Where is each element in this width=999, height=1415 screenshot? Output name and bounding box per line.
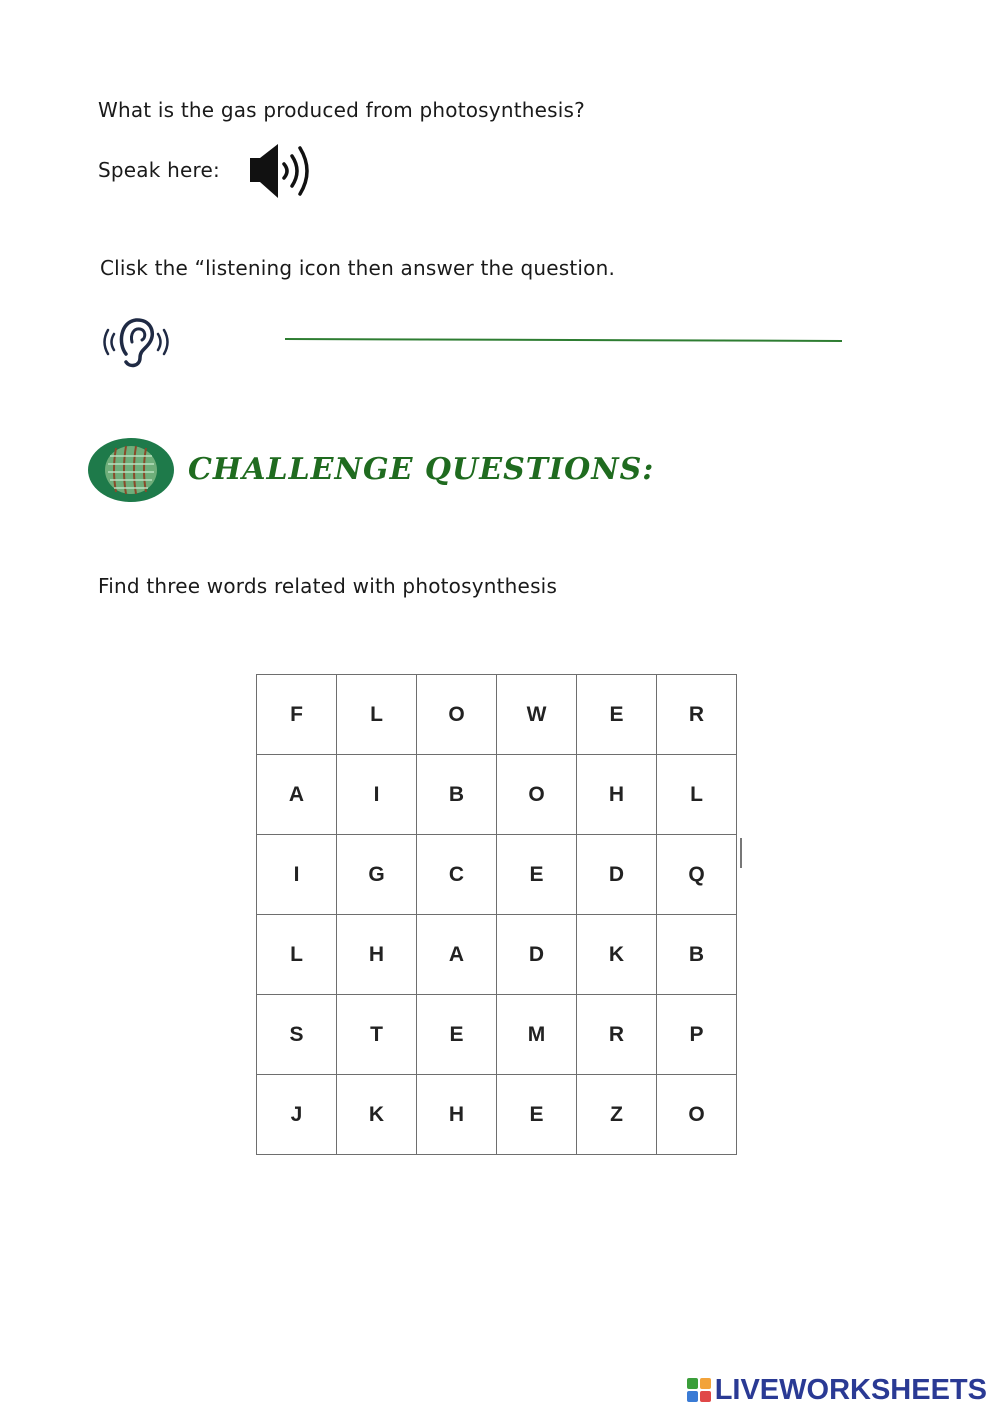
brand-logo-icon (687, 1378, 711, 1402)
grid-row (257, 1075, 737, 1155)
grid-cell[interactable]: E (497, 1075, 577, 1155)
grid-cell[interactable]: O (657, 1075, 737, 1155)
grid-cell[interactable]: E (417, 995, 497, 1075)
grid-cell[interactable]: R (577, 995, 657, 1075)
challenge-title: CHALLENGE QUESTIONS: (188, 452, 655, 487)
grid-row (257, 675, 737, 755)
grid-row (257, 835, 737, 915)
grid-cell[interactable]: R (657, 675, 737, 755)
answer-input[interactable] (285, 338, 842, 344)
listening-ear-icon[interactable] (100, 312, 172, 372)
grid-cell[interactable]: L (337, 675, 417, 755)
grid-cell[interactable]: D (577, 835, 657, 915)
grid-cell[interactable]: Q (657, 835, 737, 915)
grid-cell[interactable]: P (657, 995, 737, 1075)
grid-edge-mark (740, 838, 742, 868)
grid-cell[interactable]: H (577, 755, 657, 835)
grid-row (257, 995, 737, 1075)
grid-cell[interactable]: D (497, 915, 577, 995)
grid-cell[interactable]: I (337, 755, 417, 835)
grid-row (257, 915, 737, 995)
grid-row (257, 755, 737, 835)
listening-instruction: Clisk the “listening icon then answer the question. (100, 256, 616, 280)
grid-cell[interactable]: I (257, 835, 337, 915)
grid-cell[interactable]: M (497, 995, 577, 1075)
grid-cell[interactable]: L (257, 915, 337, 995)
grid-cell[interactable]: J (257, 1075, 337, 1155)
speaker-icon[interactable] (246, 140, 318, 202)
grid-cell[interactable]: H (417, 1075, 497, 1155)
find-words-instruction: Find three words related with photosynthesis (98, 574, 558, 598)
grid-cell[interactable]: A (257, 755, 337, 835)
grid-cell[interactable]: B (417, 755, 497, 835)
liveworksheets-brand (687, 1373, 987, 1407)
grid-cell[interactable]: O (497, 755, 577, 835)
leaf-badge-icon (86, 436, 176, 504)
grid-cell[interactable]: S (257, 995, 337, 1075)
grid-cell[interactable]: W (497, 675, 577, 755)
grid-cell[interactable]: F (257, 675, 337, 755)
grid-cell[interactable]: K (337, 1075, 417, 1155)
grid-cell[interactable]: C (417, 835, 497, 915)
word-search-grid (256, 674, 737, 1155)
grid-cell[interactable]: K (577, 915, 657, 995)
grid-cell[interactable]: Z (577, 1075, 657, 1155)
grid-cell[interactable]: L (657, 755, 737, 835)
grid-cell[interactable]: E (497, 835, 577, 915)
grid-cell[interactable]: O (417, 675, 497, 755)
question-gas-text: What is the gas produced from photosynthesis? (98, 98, 585, 122)
speak-here-label: Speak here: (98, 158, 220, 182)
grid-cell[interactable]: A (417, 915, 497, 995)
grid-cell[interactable]: E (577, 675, 657, 755)
grid-cell[interactable]: H (337, 915, 417, 995)
grid-cell[interactable]: T (337, 995, 417, 1075)
grid-cell[interactable]: B (657, 915, 737, 995)
grid-cell[interactable]: G (337, 835, 417, 915)
brand-name: LIVEWORKSHEETS (714, 1373, 987, 1406)
